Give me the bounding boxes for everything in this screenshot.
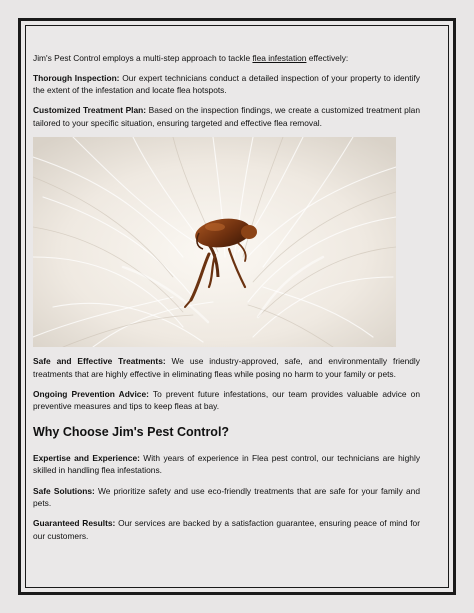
why-guaranteed-results: Guaranteed Results: Our services are backed by a satisfaction guarantee, ensuring peace of mind for our customers. bbox=[33, 518, 420, 541]
why-choose-heading: Why Choose Jim's Pest Control? bbox=[33, 424, 230, 439]
step-safe-treatments: Safe and Effective Treatments: We use industry-approved, safe, and environmentally friendly treatments that are highly effective in eliminating fleas while posing no harm to your family or pets. bbox=[33, 355, 420, 379]
flea-infestation-link[interactable]: flea infestation bbox=[252, 53, 307, 63]
flea-on-fur-image bbox=[33, 137, 396, 347]
document-body bbox=[33, 52, 420, 550]
intro-paragraph: Jim's Pest Control employs a multi-step approach to tackle flea infestation effectively: bbox=[33, 53, 349, 63]
why-safe-solutions: Safe Solutions: We prioritize safety and use eco-friendly treatments that are safe for your family and pets. bbox=[33, 485, 420, 509]
step-prevention-advice: Ongoing Prevention Advice: To prevent future infestations, our team provides valuable advice on preventive measures and tips to keep fleas at bay. bbox=[33, 388, 420, 412]
step-thorough-inspection: Thorough Inspection: Our expert technicians conduct a detailed inspection of your property to identify the extent of the infestation and locate flea hotspots. bbox=[33, 72, 420, 96]
step-customized-treatment: Customized Treatment Plan: Based on the inspection findings, we create a customized treatment plan tailored to your specific situation, ensuring targeted and effective flea removal. bbox=[33, 105, 420, 128]
why-expertise: Expertise and Experience: With years of experience in Flea pest control, our technicians are highly skilled in handling flea infestations. bbox=[33, 452, 421, 476]
